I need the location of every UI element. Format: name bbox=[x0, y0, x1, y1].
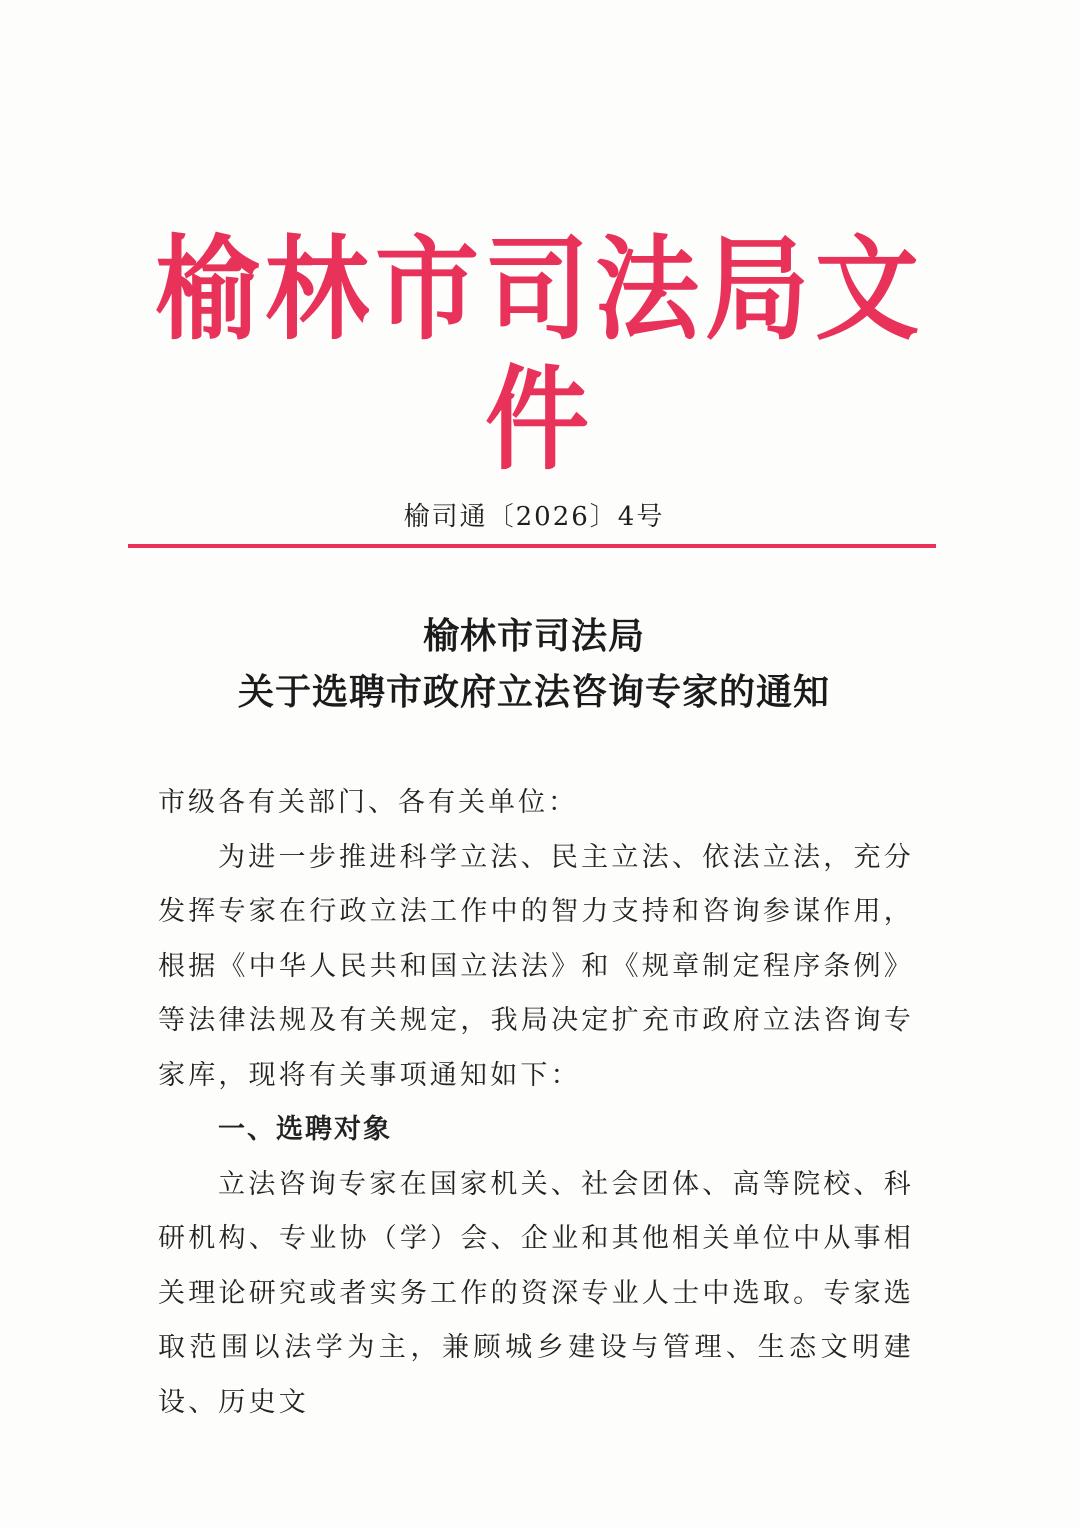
notice-title bbox=[0, 608, 1068, 720]
red-divider-line bbox=[128, 544, 936, 548]
section-heading-1: 一、选聘对象 bbox=[218, 1114, 392, 1145]
notice-title-line-1: 榆林市司法局 bbox=[422, 615, 645, 657]
salutation: 市级各有关部门、各有关单位： bbox=[158, 787, 578, 818]
paragraph-intro: 为进一步推进科学立法、民主立法、依法立法，充分发挥专家在行政立法工作中的智力支持和咨询参谋作用，根据《中华人民共和国立法法》和《规章制定程序条例》等法律法规及有关规定，我局决定扩充市政府立法咨询专家库，现将有关事项通知如下： bbox=[158, 841, 914, 1091]
notice-title-line-2: 关于选聘市政府立法咨询专家的通知 bbox=[237, 671, 830, 713]
notice-body bbox=[158, 776, 914, 1430]
agency-red-header: 榆林市司法局文件 bbox=[154, 223, 925, 486]
document-number: 榆司通〔2026〕4号 bbox=[403, 502, 665, 532]
paragraph-selection-scope: 立法咨询专家在国家机关、社会团体、高等院校、科研机构、专业协（学）会、企业和其他相关单位中从事相关理论研究或者实务工作的资深专业人士中选取。专家选取范围以法学为主，兼顾城乡建设与管理、生态文明建设、历史文 bbox=[158, 1168, 914, 1418]
